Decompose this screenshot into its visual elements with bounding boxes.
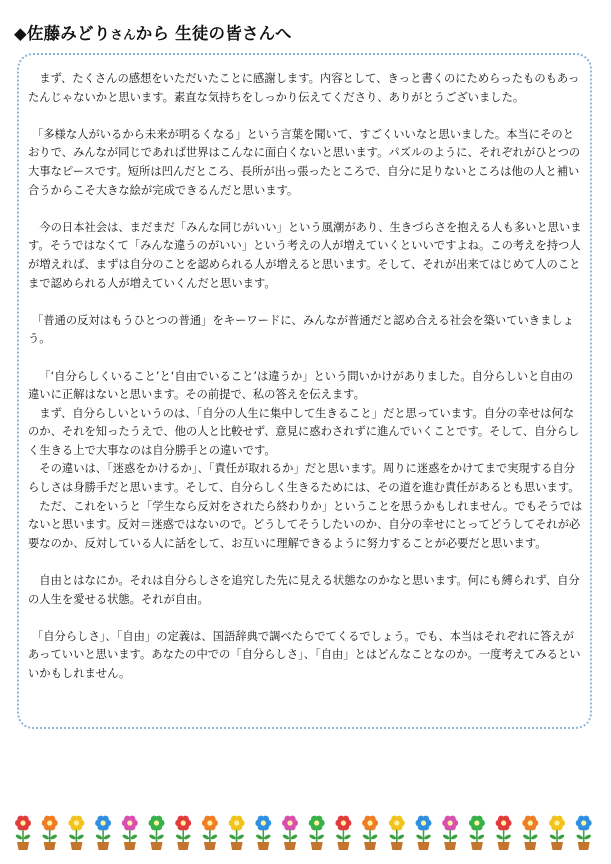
potted-flower-icon <box>255 816 271 850</box>
paragraph: 自由とはなにか。それは自分らしさを追究した先に見える状態なのかなと思います。何にも縛られず、自分の人生を愛せる状態。それが自由。 <box>28 574 580 606</box>
potted-flower-icon <box>549 816 565 850</box>
potted-flower-icon <box>496 816 512 850</box>
potted-flower-icon <box>42 816 58 850</box>
potted-flower-icon <box>335 816 351 850</box>
title-rest: から 生徒の皆さんへ <box>135 24 292 43</box>
flower-border <box>10 812 601 852</box>
paragraph: 今の日本社会は、まだまだ「みんな同じがいい」という風潮があり、生きづらさを抱える人も多いと思います。そうではなくて「みんな違うのがいい」という考えの人が増えていくといいですよね。この考えを持つ人が増えれば、まずは自分のことを認められる人が増えると思います。そして、それが出来てはじめて人のことまで認められる人が増えていくんだと思います。 <box>28 220 582 290</box>
diamond-icon: ◆ <box>14 24 27 43</box>
paragraph: ただ、これをいうと「学生なら反対をされたら終わりか」ということを思うかもしれません。でもそうではないと思います。反対＝迷惑ではないので。どうしてそうしたいのか、自分の幸せにとってどうしてそれが必要なのか、反対している人に話をして、お互いに理解できるように努力することが必要だと思います。 <box>28 499 583 550</box>
potted-flower-icon <box>442 816 458 850</box>
potted-flower-icon <box>576 816 592 850</box>
paragraph: 「‘自分らしくいること’と‘自由でいること’は違うか」という問いかけがありました。自分らしいと自由の違いに正解はないと思います。その前提で、私の答えを伝えます。 <box>28 369 574 402</box>
potted-flower-icon <box>202 816 218 850</box>
potted-flower-icon <box>95 816 111 850</box>
potted-flower-icon <box>415 816 431 850</box>
letter-body <box>28 70 584 702</box>
paragraph: その違いは、「迷惑をかけるか」、「責任が取れるか」だと思います。周りに迷惑をかけてまで実現する自分らしさは身勝手だと思います。そして、自分らしく生きるためには、その道を進む責任があるとも思います。 <box>28 462 580 495</box>
paragraph: まず、自分らしいというのは、「自分の人生に集中して生きること」だと思っています。自分の幸せは何なのか、それを知ったうえで、他の人と比較せず、意見に惑わされずに進んでいくことです。そして、自分らしく生きる上で大事なのは自分勝手との違いです。 <box>28 406 580 457</box>
paragraph: 「多様な人がいるから未来が明るくなる」という言葉を聞いて、すごくいいなと思いました。本当にそのとおりで、みんなが同じであれば世界はこんなに面白くないと思います。パズルのように、それぞれがひとつの大事なピースです。短所は凹んだところ、長所が出っ張ったところで、自分に足りないところは他の人と補い合うからこそ大きな絵が完成できるんだと思います。 <box>28 127 581 197</box>
honorific: さん <box>110 27 136 42</box>
potted-flower-icon <box>148 816 164 850</box>
author-name: 佐藤みどり <box>26 24 111 43</box>
page-title <box>14 20 292 44</box>
potted-flower-icon <box>522 816 538 850</box>
potted-flower-icon <box>122 816 138 850</box>
potted-flower-icon <box>68 816 84 850</box>
potted-flower-icon <box>362 816 378 850</box>
paragraph: 「普通の反対はもうひとつの普通」をキーワードに、みんなが普通だと認め合える社会を築いていきましょう。 <box>28 313 574 346</box>
potted-flower-icon <box>15 816 31 850</box>
potted-flower-icon <box>282 816 298 850</box>
potted-flower-icon <box>175 816 191 850</box>
potted-flower-icon <box>389 816 405 850</box>
paragraph: まず、たくさんの感想をいただいたことに感謝します。内容として、きっと書くのにためらったものもあったんじゃないかと思います。素直な気持ちをしっかり伝えてくださり、ありがとうございました。 <box>28 72 580 104</box>
potted-flower-icon <box>229 816 245 850</box>
paragraph: 「自分らしさ」、「自由」の定義は、国語辞典で調べたらでてくるでしょう。でも、本当はそれぞれに答えがあっていいと思います。あなたの中での「自分らしさ」、「自由」とはどんなことなのか。一度考えてみるといいかもしれません。 <box>28 629 581 680</box>
potted-flower-icon <box>309 816 325 850</box>
potted-flower-icon <box>469 816 485 850</box>
